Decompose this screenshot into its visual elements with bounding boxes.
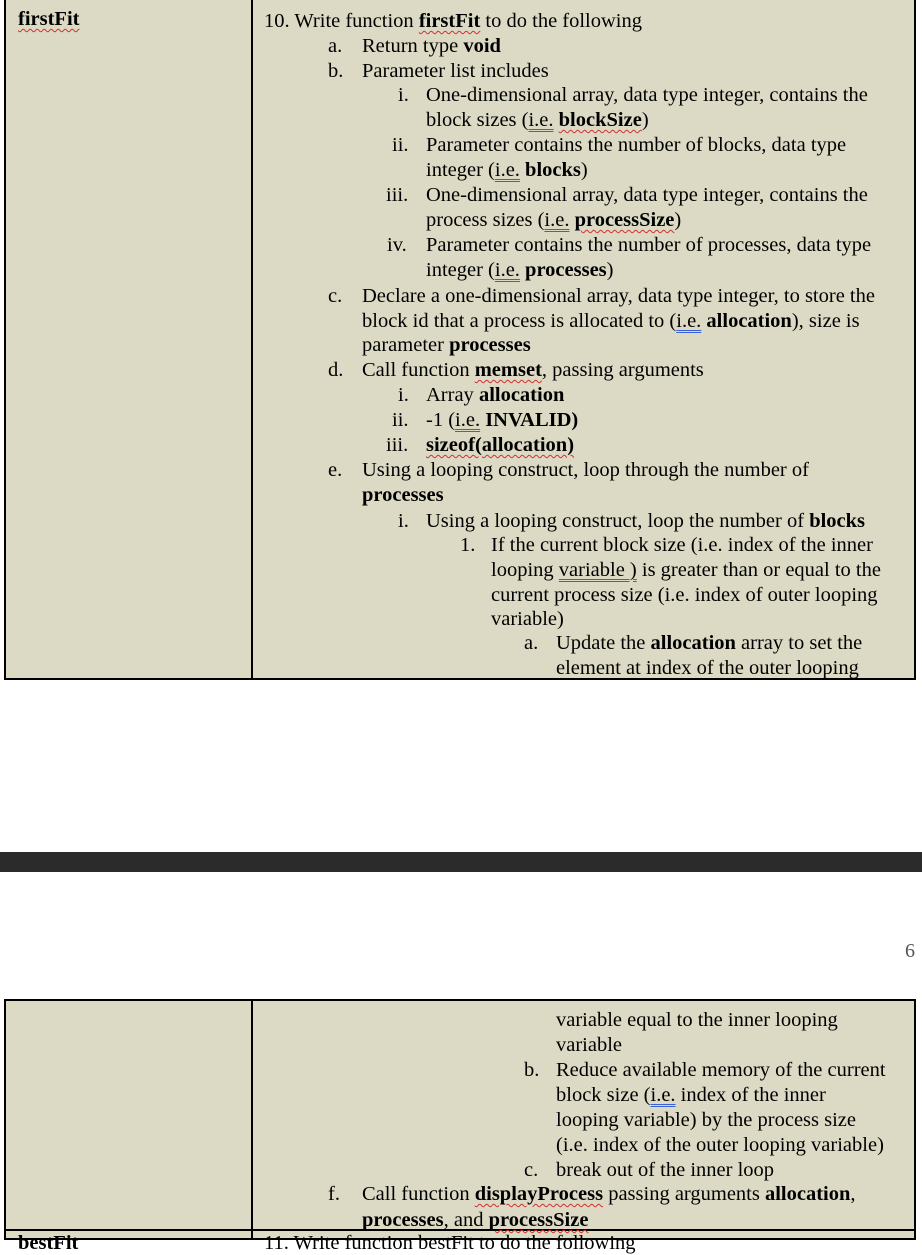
step-10e-i-1b: Reduce available memory of the current <box>556 1059 886 1081</box>
step-10e-i-1: If the current block size (i.e. index of the inner <box>491 534 873 556</box>
step-10e-i-1a-marker: a. <box>524 632 539 654</box>
function-name-label: firstFit <box>18 8 80 30</box>
page-separator <box>0 852 922 872</box>
step-10b-ii: Parameter contains the number of blocks, data type <box>426 134 847 156</box>
step-10b-i-marker: i. <box>398 84 409 106</box>
step-10e-i: Using a looping construct, loop the number of blocks <box>426 510 866 532</box>
next-row-text-partial: 11. Write function bestFit to do the following <box>264 1232 636 1254</box>
step-10e-i-1a-cont-2: variable equal to the inner looping <box>556 1009 838 1031</box>
step-10b-iv-marker: iv. <box>387 234 407 256</box>
step-10f: Call function displayProcess passing arguments allocation, <box>362 1183 856 1205</box>
column-divider <box>251 0 253 678</box>
step-10d-iii: sizeof(allocation) <box>426 434 575 456</box>
step-10c-marker: c. <box>328 285 343 307</box>
step-10d-i-marker: i. <box>398 384 409 406</box>
step-10a: Return type void <box>362 35 501 57</box>
step-10b-ii-marker: ii. <box>392 134 409 156</box>
step-10d-i: Array allocation <box>426 384 565 406</box>
step-10f-marker: f. <box>328 1183 340 1205</box>
step-10e-i-1a-cont: element at index of the outer looping <box>556 657 859 679</box>
step-10e-i-1-cont-3: variable) <box>491 608 564 630</box>
requirements-table-bottom <box>4 999 916 1254</box>
step-10d: Call function memset, passing arguments <box>362 359 704 381</box>
step-10b-iv: Parameter contains the number of processes, data type <box>426 234 872 256</box>
requirements-table-top <box>4 0 916 680</box>
step-10e-i-1a-cont-3: variable <box>556 1034 623 1056</box>
step-10c: Declare a one-dimensional array, data type integer, to store the <box>362 285 875 307</box>
step-10e-i-1b-cont-2: looping variable) by the process size <box>556 1109 857 1131</box>
step-10d-ii-marker: ii. <box>392 409 409 431</box>
step-10b-i: One-dimensional array, data type integer, contains the <box>426 84 868 106</box>
step-10c-cont-2: parameter processes <box>362 334 531 356</box>
step-10c-cont-1: block id that a process is allocated to (i.e. allocation), size is <box>362 310 860 332</box>
step-10d-marker: d. <box>328 359 344 381</box>
step-10e-i-1c: break out of the inner loop <box>556 1159 775 1181</box>
page-number: 6 <box>905 940 915 962</box>
step-10e-i-1c-marker: c. <box>524 1159 539 1181</box>
step-10b-i-cont: block sizes (i.e. blockSize) <box>426 109 649 131</box>
step-10b-iii: One-dimensional array, data type integer, contains the <box>426 184 868 206</box>
step-10a-marker: a. <box>328 35 343 57</box>
step-10e-i-marker: i. <box>398 510 409 532</box>
next-row-label-partial: bestFit <box>18 1232 79 1254</box>
step-10e-i-1b-marker: b. <box>524 1059 540 1081</box>
step-10: 10. Write function firstFit to do the following <box>264 10 643 32</box>
step-10b-iv-cont: integer (i.e. processes) <box>426 259 614 281</box>
step-10e-i-1-marker: 1. <box>460 534 476 556</box>
step-10e-cont: processes <box>362 484 444 506</box>
step-10b-ii-cont: integer (i.e. blocks) <box>426 159 588 181</box>
step-10d-ii: -1 (i.e. INVALID) <box>426 409 579 431</box>
step-10e-i-1b-cont-1: block size (i.e. index of the inner <box>556 1084 826 1106</box>
step-10e-i-1-cont-2: current process size (i.e. index of outer looping <box>491 584 878 606</box>
step-10e-i-1b-cont-3: (i.e. index of the outer looping variable) <box>556 1134 884 1156</box>
step-10e-i-1a: Update the allocation array to set the <box>556 632 863 654</box>
step-10b-iii-cont: process sizes (i.e. processSize) <box>426 209 682 231</box>
step-10b-iii-marker: iii. <box>386 184 409 206</box>
step-10b-marker: b. <box>328 60 344 82</box>
step-10e: Using a looping construct, loop through the number of <box>362 459 809 481</box>
step-10b: Parameter list includes <box>362 60 549 82</box>
step-10e-marker: e. <box>328 459 343 481</box>
step-10f-cont: processes, and processSize <box>362 1209 589 1231</box>
step-10d-iii-marker: iii. <box>386 434 409 456</box>
column-divider <box>251 1001 253 1238</box>
step-10e-i-1-cont-1: looping variable ) is greater than or equal to the <box>491 559 881 581</box>
